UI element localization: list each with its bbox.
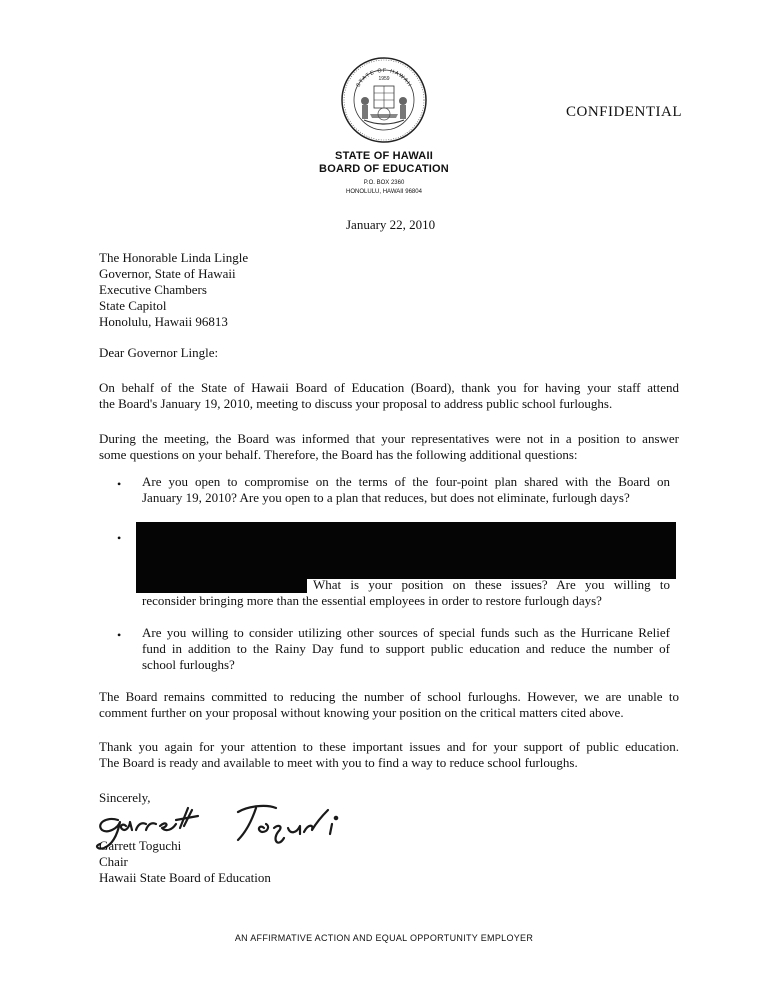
paragraph-commitment xyxy=(99,689,679,721)
recipient-address xyxy=(99,250,248,330)
signer-block xyxy=(99,838,271,886)
bullet-line: Are you willing to consider utilizing other sources of special funds such as the Hurricane Relief xyxy=(142,625,670,640)
letterhead-po-box: P.O. BOX 2360 xyxy=(363,180,405,186)
letterhead-city: HONOLULU, HAWAII 96804 xyxy=(346,189,422,195)
seal-arc-text: STATE OF HAWAII xyxy=(355,67,413,89)
bullet-marker: • xyxy=(117,531,122,545)
closing: Sincerely, xyxy=(99,790,151,805)
letterhead-board: BOARD OF EDUCATION xyxy=(319,163,449,175)
paragraph-line: During the meeting, the Board was informed that your representatives were not in a position to answer xyxy=(99,431,679,446)
bullet-line: school furloughs? xyxy=(142,657,235,672)
footer-statement: AN AFFIRMATIVE ACTION AND EQUAL OPPORTUNITY EMPLOYER xyxy=(234,933,534,943)
state-seal-icon xyxy=(340,56,428,144)
letter-date: January 22, 2010 xyxy=(346,217,436,232)
salutation: Dear Governor Lingle: xyxy=(99,345,219,360)
bullet-line: fund in addition to the Rainy Day fund to support public education and reduce the number of xyxy=(142,641,670,656)
signer-title: Chair xyxy=(99,854,128,869)
paragraph-line: Thank you again for your attention to these important issues and for your support of public education. xyxy=(99,739,679,754)
bullet-line: What is your position on these issues? Are you willing to xyxy=(313,577,670,592)
recipient-line: Governor, State of Hawaii xyxy=(99,266,236,281)
paragraph-line: The Board remains committed to reducing the number of school furloughs. However, we are unable to xyxy=(99,689,679,704)
paragraph-thanks xyxy=(99,739,679,771)
recipient-line: State Capitol xyxy=(99,298,167,313)
bullet-line: January 19, 2010? Are you open to a plan that reduces, but does not eliminate, furlough days? xyxy=(142,490,630,505)
paragraph-line: some questions on your behalf. Therefore, the Board has the following additional questions: xyxy=(99,447,578,462)
paragraph-line: On behalf of the State of Hawaii Board of Education (Board), thank you for having your staff attend xyxy=(99,380,679,395)
bullet-marker: • xyxy=(117,628,122,642)
seal-year: 1959 xyxy=(378,76,390,82)
paragraph-intro xyxy=(99,380,679,412)
bullet-line: Are you open to compromise on the terms of the four-point plan shared with the Board on xyxy=(142,474,670,489)
redaction-block xyxy=(136,522,676,579)
recipient-line: The Honorable Linda Lingle xyxy=(99,250,249,265)
letterhead xyxy=(284,150,484,196)
bullet-marker: • xyxy=(117,477,122,491)
recipient-line: Honolulu, Hawaii 96813 xyxy=(99,314,228,329)
paragraph-line: The Board is ready and available to meet with you to find a way to reduce school furloughs. xyxy=(99,755,578,770)
paragraph-questions-intro xyxy=(99,431,679,463)
confidential-label: CONFIDENTIAL xyxy=(566,104,682,120)
signer-org: Hawaii State Board of Education xyxy=(99,870,271,885)
signer-name: Garrett Toguchi xyxy=(99,838,182,853)
letterhead-state: STATE OF HAWAII xyxy=(335,150,433,162)
paragraph-line: the Board's January 19, 2010, meeting to discuss your proposal to address public school furloughs. xyxy=(99,396,613,411)
bullet-item-1 xyxy=(142,474,670,506)
bullet-line: reconsider bringing more than the essential employees in order to restore furlough days? xyxy=(142,593,602,608)
recipient-line: Executive Chambers xyxy=(99,282,207,297)
bullet-item-3 xyxy=(142,625,670,673)
paragraph-line: comment further on your proposal without knowing your position on the critical matters cited above. xyxy=(99,705,624,720)
redaction-block xyxy=(136,579,307,593)
